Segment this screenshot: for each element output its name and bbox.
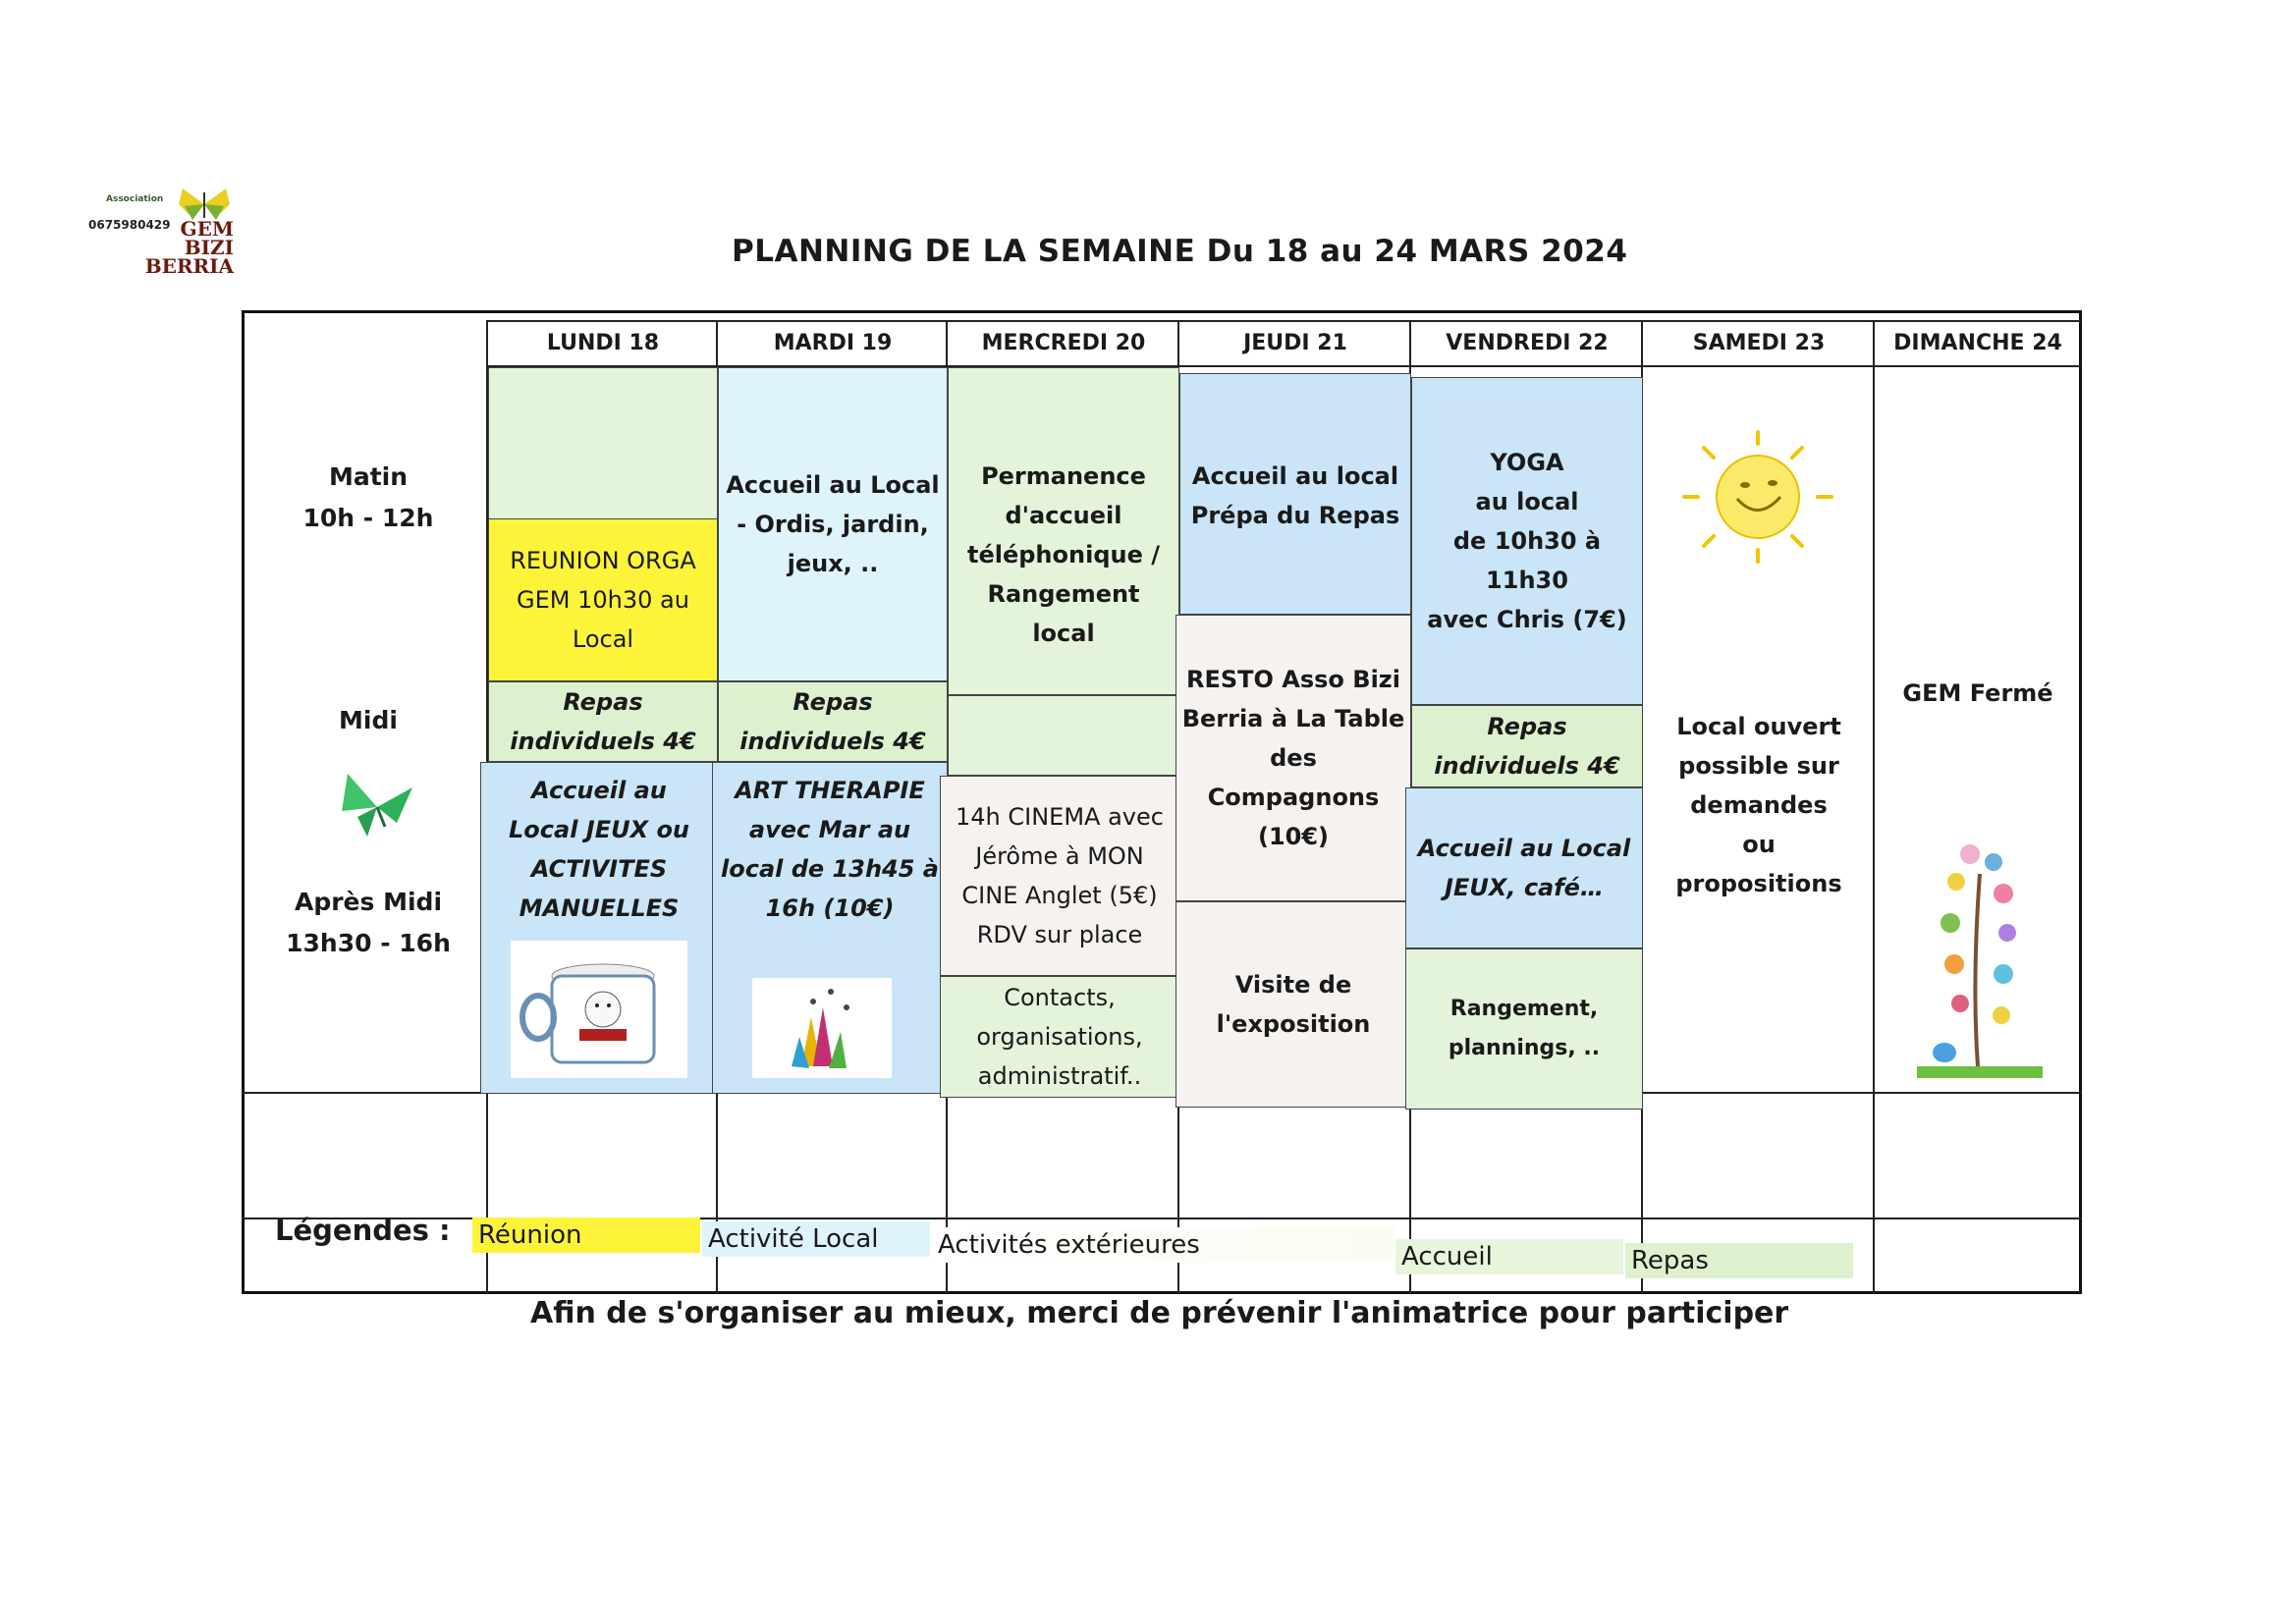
mardi-apres-midi-cell: ART THERAPIE avec Mar au local de 13h45 à 16h (10€) xyxy=(712,762,948,1094)
legend-reunion: Réunion xyxy=(472,1218,700,1253)
mardi-matin-cell: Accueil au Local - Ordis, jardin, jeux, .. xyxy=(718,367,948,681)
dimanche-cell: GEM Fermé xyxy=(1902,679,2053,707)
legend-activite-local: Activité Local xyxy=(702,1221,930,1257)
legend-activites-exterieures: Activités extérieures xyxy=(932,1227,1394,1263)
vendredi-repas-cell: Repas individuels 4€ xyxy=(1411,705,1643,787)
vendredi-yoga-cell: YOGA au local de 10h30 à 11h30 avec Chris (7€) xyxy=(1411,377,1643,705)
mercredi-midi-cell xyxy=(948,695,1179,776)
legend-label: Légendes : xyxy=(275,1214,451,1247)
day-header-dimanche: DIMANCHE 24 xyxy=(1893,330,2062,355)
lundi-matin-cell xyxy=(488,367,718,520)
mercredi-admin-cell: Contacts, organisations, administratif.. xyxy=(940,976,1179,1098)
jeudi-matin-cell: Accueil au local Prépa du Repas xyxy=(1179,373,1411,615)
day-header-vendredi: VENDREDI 22 xyxy=(1446,330,1609,355)
logo-name: GEM BIZI BERRIA xyxy=(144,217,234,278)
flower-tree-icon xyxy=(1911,835,2049,1090)
snowman-mug-icon xyxy=(511,941,687,1078)
samedi-cell: Local ouvert possible sur demandes ou propositions xyxy=(1675,713,1842,897)
gem-logo xyxy=(86,185,244,293)
day-header-mercredi: MERCREDI 20 xyxy=(981,330,1146,355)
period-midi: Midi xyxy=(339,706,398,734)
jeudi-midi-cell: RESTO Asso Bizi Berria à La Table des Compagnons (10€) xyxy=(1175,615,1411,901)
jeudi-apres-midi-cell: Visite de l'exposition xyxy=(1175,901,1411,1108)
mercredi-apres-midi-cell: 14h CINEMA avec Jérôme à MON CINE Anglet (5€) RDV sur place xyxy=(940,776,1179,976)
day-header-samedi: SAMEDI 23 xyxy=(1692,330,1826,355)
day-header-jeudi: JEUDI 21 xyxy=(1243,330,1347,355)
lundi-apres-midi-cell: Accueil au Local JEUX ou ACTIVITES MANUELLES xyxy=(480,762,718,1094)
vendredi-apres-midi-cell: Accueil au Local JEUX, café… xyxy=(1405,787,1643,948)
period-matin: Matin 10h - 12h xyxy=(302,462,434,532)
lundi-repas-cell: Repas individuels 4€ xyxy=(488,681,718,762)
butterfly-icon xyxy=(338,768,422,844)
logo-association: Association xyxy=(106,194,164,204)
legend-accueil: Accueil xyxy=(1395,1239,1623,1274)
day-header-lundi: LUNDI 18 xyxy=(546,330,660,355)
mardi-repas-cell: Repas individuels 4€ xyxy=(718,681,948,762)
legend-repas: Repas xyxy=(1625,1243,1853,1278)
day-header-mardi: MARDI 19 xyxy=(773,330,893,355)
footer-note: Afin de s'organiser au mieux, merci de prévenir l'animatrice pour participer xyxy=(530,1296,1789,1330)
logo-phone: 0675980429 xyxy=(88,218,171,232)
mercredi-matin-cell: Permanence d'accueil téléphonique / Rangement local xyxy=(948,367,1179,695)
paint-splash-icon xyxy=(752,978,892,1078)
page-title: PLANNING DE LA SEMAINE Du 18 au 24 MARS 2024 xyxy=(732,234,1628,269)
sun-icon xyxy=(1674,428,1841,566)
period-apres-midi: Après Midi 13h30 - 16h xyxy=(286,888,451,957)
vendredi-rangement-cell: Rangement, plannings, .. xyxy=(1405,948,1643,1110)
lundi-reunion-cell: REUNION ORGA GEM 10h30 au Local xyxy=(488,518,718,681)
